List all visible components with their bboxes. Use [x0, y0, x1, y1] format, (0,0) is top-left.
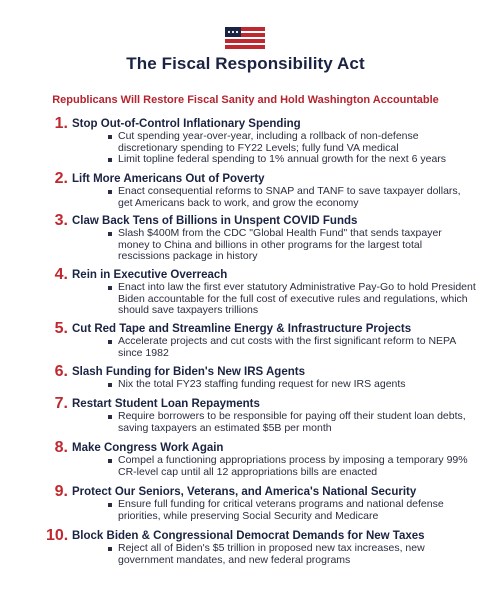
item-heading: Protect Our Seniors, Veterans, and America's National Security: [72, 486, 417, 498]
item-bullets: [108, 186, 476, 209]
item-bullets: [108, 543, 476, 566]
item-heading: Make Congress Work Again: [72, 442, 224, 454]
item-bullets: [108, 131, 476, 166]
bullet-text: Limit topline federal spending to 1% annual growth for the next 6 years: [108, 154, 476, 166]
item-heading: Cut Red Tape and Streamline Energy & Infrastructure Projects: [72, 323, 412, 335]
item-heading: Restart Student Loan Repayments: [72, 398, 260, 410]
item-bullets: [108, 455, 476, 478]
bullet-text: Slash $400M from the CDC "Global Health Fund" that sends taxpayer money to China and billions in other programs for the largest total rescissions package in history: [108, 228, 476, 263]
item-number: 5.: [54, 320, 68, 337]
item-heading: Rein in Executive Overreach: [72, 269, 228, 281]
page-title: The Fiscal Responsibility Act: [126, 54, 365, 73]
bullet-text: Ensure full funding for critical veterans programs and national defense priorities, while preserving Social Security and Medicare: [108, 499, 476, 522]
item-bullets: [108, 411, 476, 434]
page-subtitle: Republicans Will Restore Fiscal Sanity and Hold Washington Accountable: [52, 94, 439, 106]
bullet-text: Reject all of Biden's $5 trillion in proposed new tax increases, new government mandates, and new federal programs: [108, 543, 476, 566]
item-number: 3.: [54, 212, 68, 229]
item-number: 10.: [46, 527, 69, 544]
bullet-text: Enact consequential reforms to SNAP and TANF to save taxpayer dollars, get Americans back to work, and grow the economy: [108, 186, 476, 209]
item-number: 2.: [54, 170, 68, 187]
bullet-text: Require borrowers to be responsible for paying off their student loan debts, saving taxpayers an estimated $5B per month: [108, 411, 476, 434]
bullet-text: Cut spending year-over-year, including a rollback of non-defense discretionary spending to FY22 Levels; fully fund VA medical: [108, 131, 476, 154]
item-number: 6.: [54, 363, 68, 380]
american-flag-icon: [225, 27, 265, 49]
item-bullets: [108, 336, 476, 359]
bullet-text: Accelerate projects and cut costs with the first significant reform to NEPA since 1982: [108, 336, 476, 359]
item-number: 4.: [54, 266, 68, 283]
bullet-text: Enact into law the first ever statutory Administrative Pay-Go to hold President Biden accountable for the full cost of executive rules and regulations, which should save taxpayers trillions: [108, 282, 476, 317]
item-heading: Block Biden & Congressional Democrat Demands for New Taxes: [72, 530, 425, 542]
item-bullets: [108, 379, 476, 391]
bullet-text: Compel a functioning appropriations process by imposing a temporary 99% CR-level cap until all 12 appropriations bills are enacted: [108, 455, 476, 478]
item-heading: Claw Back Tens of Billions in Unspent COVID Funds: [72, 215, 358, 227]
item-number: 9.: [54, 483, 68, 500]
item-heading: Lift More Americans Out of Poverty: [72, 173, 265, 185]
item-bullets: [108, 228, 476, 263]
item-number: 7.: [54, 395, 68, 412]
item-heading: Stop Out-of-Control Inflationary Spending: [72, 118, 301, 130]
item-number: 1.: [54, 115, 68, 132]
item-number: 8.: [54, 439, 68, 456]
item-bullets: [108, 499, 476, 522]
item-heading: Slash Funding for Biden's New IRS Agents: [72, 366, 305, 378]
bullet-text: Nix the total FY23 staffing funding request for new IRS agents: [108, 379, 476, 391]
item-bullets: [108, 282, 476, 317]
